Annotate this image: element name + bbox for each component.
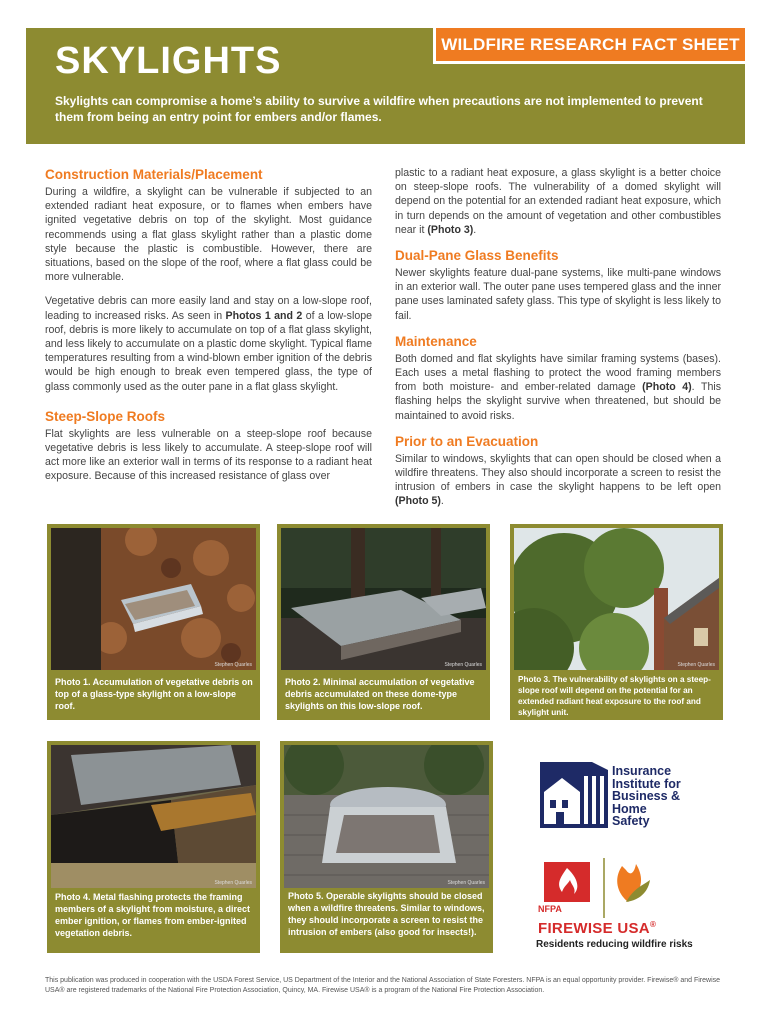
- photo-2-credit: Stephen Quarles: [444, 662, 482, 668]
- intro-text: Skylights can compromise a home’s ability to survive a wildfire when precautions are not implemented to prevent them from being an entry point for embers and/or flames.: [55, 94, 703, 124]
- steep-p1-continued: plastic to a radiant heat exposure, a glass skylight is a better choice on steep-slope roofs. The vulnerability of a domed skylight will depend on the potential for an extended radiant heat exposure, which in turn depends on the amount of vegetation and other combustibles near it (Photo 3).: [395, 167, 721, 236]
- photo-1-credit: Stephen Quarles: [214, 662, 252, 668]
- photo-5-credit: Stephen Quarles: [447, 880, 485, 886]
- photo-3-image: [514, 528, 719, 670]
- fact-sheet-tag: WILDFIRE RESEARCH FACT SHEET: [433, 28, 745, 64]
- photo-card-4: [47, 741, 260, 953]
- nfpa-name: NFPA: [538, 904, 562, 914]
- steep-p1: Flat skylights are less vulnerable on a steep-slope roof because vegetative debris is less likely to accumulate. A steep-slope roof will act more like an exterior wall in terms of its response to a radiant heat exposure. Because of this increased resistance of glass over: [45, 427, 372, 483]
- maintenance-p1: Both domed and flat skylights have similar framing systems (bases). Each uses a metal flashing to protect the wood framing members from both moisture- and ember-related damage (Photo 4). This flashing helps the skylight survive when threatened, but should be maintained to avoid risks.: [395, 352, 721, 422]
- heading-steep-slope: Steep-Slope Roofs: [45, 408, 166, 424]
- photo-card-3: [510, 524, 723, 720]
- photo-1-caption: Photo 1. Accumulation of vegetative debris on top of a glass-type skylight on a low-slope roof.: [55, 677, 253, 711]
- photo-4-credit: Stephen Quarles: [214, 880, 252, 886]
- firewise-tagline: Residents reducing wildfire risks: [536, 939, 693, 950]
- photo-card-2: [277, 524, 490, 720]
- photo-3-credit: Stephen Quarles: [677, 662, 715, 668]
- photo-5-caption: Photo 5. Operable skylights should be closed when a wildfire threatens. Similar to windows, they should incorporate a screen to resist the intrusion of embers (also good for insects!).: [288, 891, 485, 937]
- firewise-name: FIREWISE USA®: [538, 920, 657, 937]
- iibhs-house-icon: [540, 762, 608, 828]
- construction-p2: Vegetative debris can more easily land and stay on a low-slope roof, leading to increased risks. As seen in Photos 1 and 2 of a low-slope roof, debris is more likely to accumulate on top of a flat glass skylight, and less likely to accumulate on a plastic dome skylight. Typical flame temperatures resulting from a wind-blown ember ignition of the debris would be high enough to break even tempered glass, the type of glass commonly used as the outer pane in a flat glass skylight.: [45, 295, 372, 393]
- photo-1-image: [51, 528, 256, 670]
- heading-construction: Construction Materials/Placement: [45, 167, 263, 182]
- evacuation-p1: Similar to windows, skylights that can open should be closed when a wildfire threatens. They also should incorporate a screen to resist the intrusion of embers in case the skylight happens to be left open (Photo 5).: [395, 452, 721, 508]
- photo-5-image: [284, 745, 489, 888]
- photo-4-caption: Photo 4. Metal flashing protects the framing members of a skylight from moisture, a direct ember ignition, or flames from ember-ignited vegetation debris.: [55, 892, 251, 938]
- iibhs-name: Insurance Institute for Business & Home Safety: [612, 764, 681, 828]
- photo-card-5: [280, 741, 493, 953]
- column-left: [45, 166, 372, 494]
- photo-3-caption: Photo 3. The vulnerability of skylights on a steep-slope roof will depend on the potential for an extended radiant heat exposure to the roof and skylight unit.: [518, 675, 711, 717]
- dualpane-p1: Newer skylights feature dual-pane systems, like multi-pane windows in an exterior wall. The outer pane uses tempered glass and the inner pane uses laminated safety glass. This type of skylight is less likely to fail.: [395, 267, 722, 322]
- page-title: SKYLIGHTS: [55, 40, 282, 82]
- iibhs-logo: [540, 762, 690, 832]
- heading-dual-pane: Dual-Pane Glass Benefits: [395, 248, 559, 264]
- heading-maintenance: Maintenance: [395, 333, 477, 349]
- photo-4-image: [51, 745, 256, 888]
- column-right: [395, 166, 721, 519]
- construction-p1: During a wildfire, a skylight can be vulnerable if subjected to an extended radiant heat exposure, or to flames when embers have ignited vegetative debris on top of the skylight. Most guidance recommends using a flat glass skylight rather than a plastic dome style because the plastic is combustible. However, there are situations, based on the slope of the roof, where a flat glass could be more vulnerable.: [45, 186, 372, 284]
- heading-evacuation: Prior to an Evacuation: [395, 433, 539, 449]
- footer-text: This publication was produced in cooperation with the USDA Forest Service, US Department of the Interior and the National Association of State Foresters. NFPA is an equal opportunity provider. Firewise® and Firewise USA® are registered trademarks of the National Fire Protection Association, Quincy, MA. Firewise USA® is a program of the National Fire Protection Association.: [45, 977, 721, 994]
- photo-2-caption: Photo 2. Minimal accumulation of vegetative debris accumulated on these dome-type skylights on this low-slope roof.: [285, 677, 475, 711]
- firewise-logo: [530, 858, 700, 958]
- photo-2-image: [281, 528, 486, 670]
- photo-card-1: [47, 524, 260, 720]
